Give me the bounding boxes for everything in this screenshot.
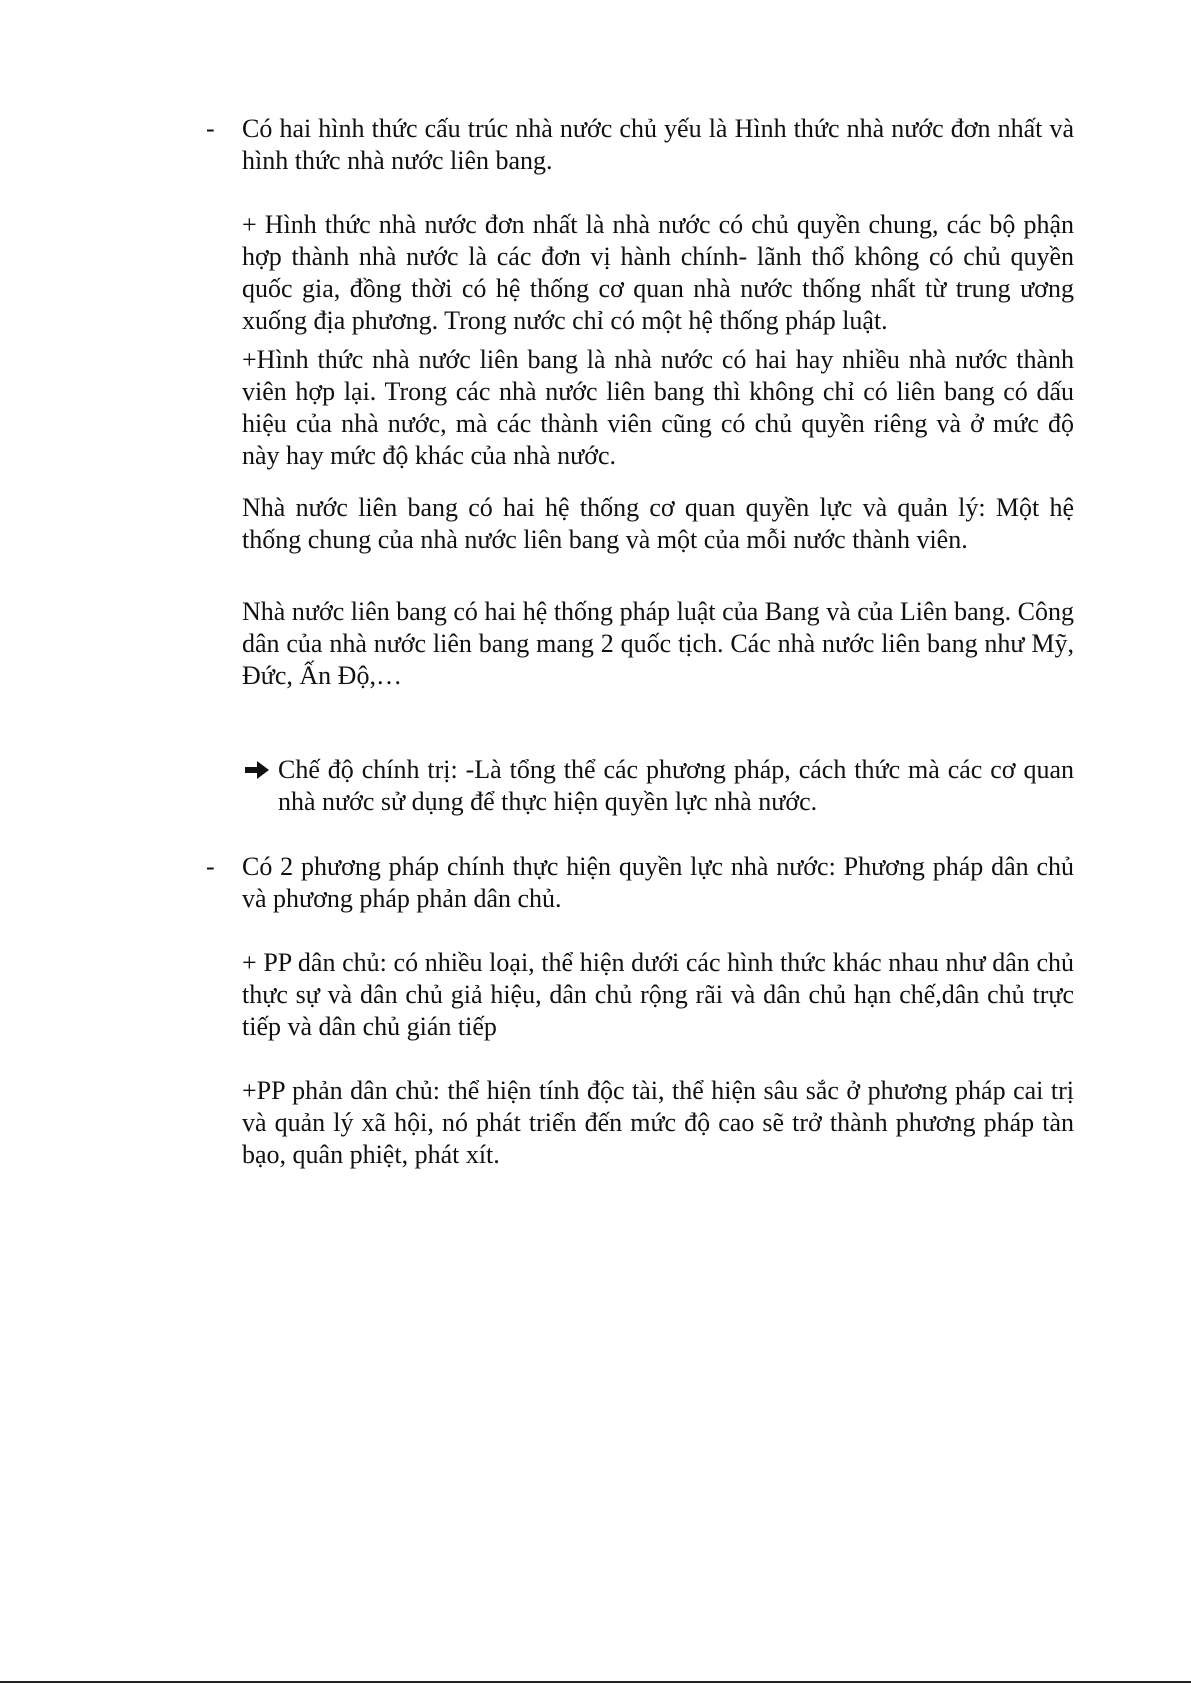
paragraph-democratic-method: + PP dân chủ: có nhiều loại, thể hiện dưới các hình thức khác nhau như dân chủ thực sự và dân chủ giả hiệu, dân chủ rộng rãi và dân chủ hạn chế,dân chủ trực tiếp và dân chủ gián tiếp: [242, 948, 1074, 1041]
right-arrow-icon: [244, 760, 270, 780]
paragraph-power-methods: Có 2 phương pháp chính thực hiện quyền lực nhà nước: Phương pháp dân chủ và phương pháp phản dân chủ.: [242, 852, 1074, 913]
paragraph-unitary-state: + Hình thức nhà nước đơn nhất là nhà nước có chủ quyền chung, các bộ phận hợp thành nhà nước là các đơn vị hành chính- lãnh thổ không có chủ quyền quốc gia, đồng thời có hệ thống cơ quan nhà nước thống nhất từ trung ương xuống địa phương. Trong nước chỉ có một hệ thống pháp luật.: [242, 210, 1074, 335]
paragraph-federal-state: +Hình thức nhà nước liên bang là nhà nước có hai hay nhiều nhà nước thành viên hợp lại. Trong các nhà nước liên bang thì không chỉ có liên bang có dấu hiệu của nhà nước, mà các thành viên cũng có chủ quyền riêng và ở mức độ này hay mức độ khác của nhà nước.: [242, 345, 1074, 470]
paragraph-state-structure-forms: Có hai hình thức cấu trúc nhà nước chủ yếu là Hình thức nhà nước đơn nhất và hình thức nhà nước liên bang.: [242, 114, 1074, 175]
paragraph-political-regime: Chế độ chính trị: -Là tổng thể các phương pháp, cách thức mà các cơ quan nhà nước sử dụng để thực hiện quyền lực nhà nước.: [278, 755, 1074, 816]
bullet-dash-1: -: [206, 114, 215, 143]
page-bottom-rule: [0, 1681, 1191, 1683]
bullet-dash-2: -: [206, 852, 215, 881]
paragraph-federal-power-systems: Nhà nước liên bang có hai hệ thống cơ quan quyền lực và quản lý: Một hệ thống chung của nhà nước liên bang và một của mỗi nước thành viên.: [242, 493, 1074, 554]
paragraph-federal-legal-systems: Nhà nước liên bang có hai hệ thống pháp luật của Bang và của Liên bang. Công dân của nhà nước liên bang mang 2 quốc tịch. Các nhà nước liên bang như Mỹ, Đức, Ấn Độ,…: [242, 597, 1074, 690]
paragraph-anti-democratic-method: +PP phản dân chủ: thể hiện tính độc tài, thể hiện sâu sắc ở phương pháp cai trị và quản lý xã hội, nó phát triển đến mức độ cao sẽ trở thành phương pháp tàn bạo, quân phiệt, phát xít.: [242, 1076, 1074, 1169]
